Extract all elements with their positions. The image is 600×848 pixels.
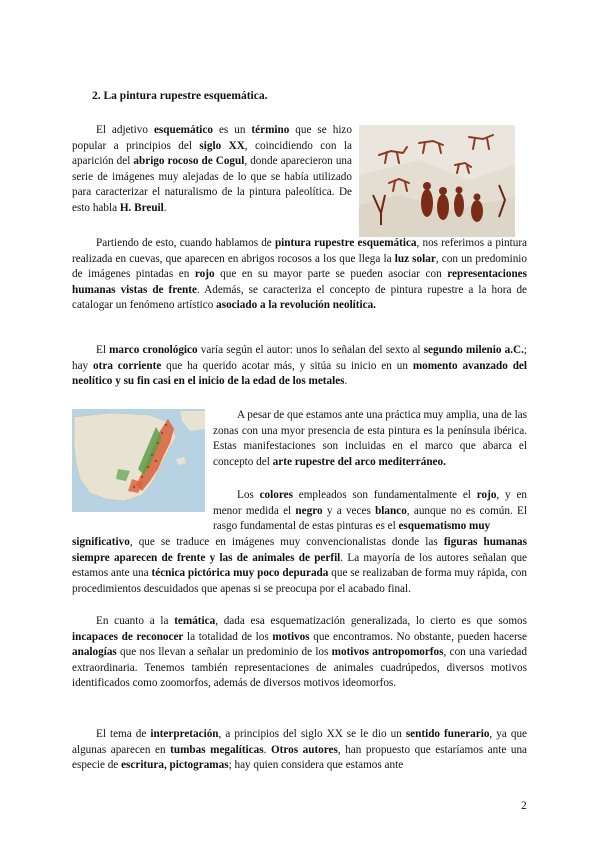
- bold-text-run: figuras humanas siempre aparecen de frente y las de animales de perfil: [72, 536, 527, 564]
- iberian-peninsula-map: [72, 409, 205, 512]
- bold-text-run: Otros autores: [270, 743, 338, 756]
- paragraph-description: [72, 236, 527, 314]
- text-run: que ha querido acotar más, y sitúa su inicio en un: [161, 359, 413, 372]
- text-run: , ya que algunas aparecen en: [72, 728, 527, 756]
- bold-text-run: momento avanzado del neolítico y su fin casi en el inicio de la edad de los metales: [72, 359, 528, 388]
- bold-text-run: abrigo rocoso de Cogul: [133, 155, 245, 168]
- paragraph-definition: [72, 123, 352, 217]
- bold-text-run: otra corriente: [93, 359, 162, 372]
- text-run: El: [96, 344, 110, 356]
- bold-text-run: colores: [259, 489, 293, 501]
- bold-text-run: interpretación: [150, 728, 219, 740]
- text-run: empleados son fundamentalmente el: [292, 489, 477, 501]
- text-run: , que se traduce en imágenes muy convencionalistas donde las: [129, 536, 444, 548]
- bold-text-run: siglo XX: [199, 139, 245, 152]
- text-run: , coincidiendo con la aparición del: [72, 139, 352, 168]
- paragraph-colors-start: [213, 488, 527, 535]
- bold-text-run: segundo milenio a.C.: [423, 344, 524, 356]
- text-run: ; hay quien considera que estamos ante: [228, 759, 404, 772]
- text-run: . Además, se caracteriza el concepto de pintura rupestre a la hora de catalogar un fenómeno artístico: [72, 283, 528, 312]
- bold-text-run: tumbas megalíticas: [170, 743, 264, 756]
- text-run: , a principios del siglo XX se le dio un: [218, 728, 406, 740]
- text-run: En cuanto a la: [96, 615, 175, 627]
- text-run: que se hizo popular a principios del: [72, 124, 352, 152]
- bold-text-run: temática: [174, 615, 216, 627]
- bold-text-run: término: [251, 124, 290, 136]
- bold-text-run: analogías: [72, 646, 117, 659]
- bold-text-run: rojo: [194, 268, 215, 281]
- bold-text-run: escritura, pictogramas: [121, 759, 229, 772]
- text-run: .: [163, 201, 167, 214]
- text-run: , y en menor medida el: [213, 489, 527, 517]
- text-run: El tema de: [96, 728, 151, 740]
- text-run: .: [263, 743, 271, 756]
- bold-text-run: negro: [295, 504, 323, 517]
- text-run: , con una variedad extraordinaria. Tenemos también representaciones de animales cuadrúpedos, diversos motivos identificados como zoomorfos, además de diversos motivos ideomorfos.: [72, 646, 527, 690]
- bold-text-run: luz solar: [394, 252, 436, 265]
- text-run: varía según el autor: unos lo señalan del sexto al: [197, 344, 424, 356]
- paragraph-thematic: [72, 614, 527, 692]
- bold-text-run: sentido funerario: [405, 728, 490, 740]
- bold-text-run: rojo: [476, 489, 497, 501]
- text-run: que se realizaban de forma muy rápida, con procedimientos descuidados que apenas si se preocupa por el acabado final.: [72, 567, 527, 595]
- text-run: , dada esa esquematización generalizada, lo cierto es que somos: [215, 615, 527, 627]
- bold-text-run: motivos: [272, 630, 310, 643]
- text-run: , aunque no es común. El rasgo fundamental de estas pinturas es el: [213, 504, 527, 533]
- bold-text-run: esquematismo muy: [398, 520, 491, 533]
- bold-text-run: motivos antropomorfos: [331, 646, 444, 659]
- paragraph-iberian-peninsula: [213, 408, 527, 470]
- bold-text-run: blanco: [375, 504, 407, 517]
- bold-text-run: H. Breuil: [119, 201, 164, 214]
- text-run: . La mayoría de los autores señalan que estamos ante una: [72, 551, 527, 580]
- text-run: que en su mayor parte se pueden asociar con: [214, 268, 448, 281]
- text-run: y a veces: [322, 504, 376, 517]
- bold-text-run: pintura rupestre esquemática: [274, 237, 417, 249]
- bold-text-run: asociado a la revolución neolítica.: [216, 299, 376, 312]
- page-number: 2: [521, 800, 527, 812]
- text-run: .: [344, 375, 348, 388]
- bold-text-run: representaciones humanas vistas de frente: [72, 268, 527, 296]
- section-heading: 2. La pintura rupestre esquemática.: [92, 90, 268, 102]
- paragraph-chronology: [72, 343, 527, 390]
- rock-painting-image: [359, 125, 515, 237]
- paragraph-colors-continued: [72, 535, 527, 597]
- text-run: Partiendo de esto, cuando hablamos de: [96, 237, 275, 249]
- bold-text-run: técnica pictórica muy poco depurada: [151, 567, 329, 580]
- text-run: , con un predominio de imágenes pintadas en: [72, 252, 527, 281]
- text-run: es un: [212, 124, 252, 136]
- text-run: , han propuesto que estaríamos ante una especie de: [72, 743, 528, 772]
- text-run: que nos llevan a señalar un predominio de los: [116, 646, 332, 659]
- paragraph-interpretation: [72, 727, 527, 774]
- text-run: A pesar de que estamos ante una práctica muy amplia, una de las zonas con una myor presencia de esta pintura es la península ibérica. Estas manifestaciones son incluidas en el marco que abarca el concepto del: [213, 409, 527, 468]
- text-run: , donde aparecieron una serie de imágenes muy alejadas de lo que se había utilizado para caracterizar el naturalismo de la pintura paleolítica. De esto habla: [72, 155, 352, 214]
- bold-text-run: arte rupestre del arco mediterráneo.: [272, 455, 446, 468]
- text-run: ; hay: [72, 344, 527, 372]
- text-run: , nos referimos a pintura realizada en cuevas, que aparecen en abrigos rocosos a los que llega la: [72, 237, 528, 265]
- bold-text-run: incapaces de reconocer: [72, 630, 184, 643]
- bold-text-run: esquemático: [153, 124, 213, 136]
- text-run: la totalidad de los: [183, 630, 273, 643]
- text-run: que encontramos. No obstante, pueden hacerse: [309, 630, 527, 643]
- bold-text-run: significativo: [72, 536, 130, 548]
- text-run: El adjetivo: [96, 124, 154, 136]
- text-run: Los: [237, 489, 260, 501]
- bold-text-run: marco cronológico: [109, 344, 198, 356]
